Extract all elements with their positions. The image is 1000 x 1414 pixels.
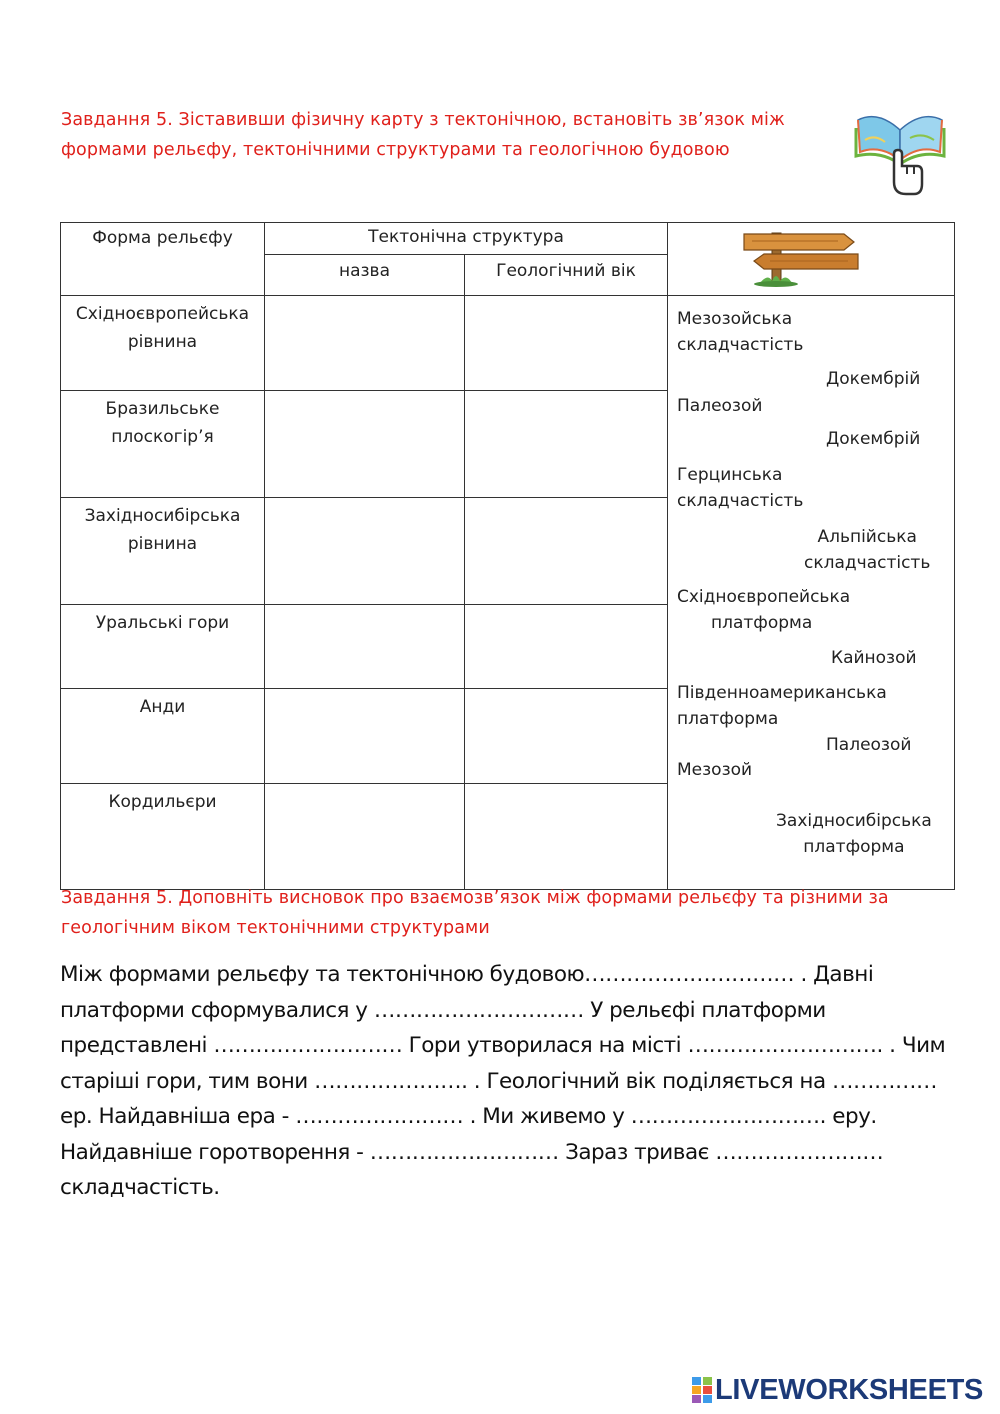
word-bank-item[interactable]: Докембрій <box>826 429 921 449</box>
geologic-age-blank[interactable] <box>465 784 668 890</box>
signpost-cell <box>668 223 955 296</box>
matching-table <box>60 222 955 890</box>
word-bank-item[interactable]: складчастість <box>677 491 804 511</box>
geologic-age-blank[interactable] <box>465 689 668 784</box>
word-bank-item[interactable]: платформа <box>677 709 779 729</box>
tectonic-name-blank[interactable] <box>265 498 465 605</box>
tectonic-name-blank[interactable] <box>265 605 465 689</box>
tectonic-name-blank[interactable] <box>265 391 465 498</box>
relief-name: Анди <box>139 697 186 717</box>
word-bank-item[interactable]: складчастість <box>804 553 931 573</box>
conclusion-text <box>60 957 945 1206</box>
word-bank-item[interactable]: Альпійська <box>817 527 917 547</box>
geologic-age-blank[interactable] <box>465 296 668 391</box>
conclusion-line[interactable]: старіші гори, тим вони …………………. . Геологічний вік поділяється на …………… <box>60 1068 937 1094</box>
word-bank-item[interactable]: Південноамериканська <box>677 683 887 703</box>
liveworksheets-logo <box>692 1374 983 1406</box>
relief-cell <box>61 689 265 784</box>
relief-name: рівнина <box>127 332 198 352</box>
book-pointer-icon <box>850 100 950 200</box>
task-title-line: формами рельєфу, тектонічними структурами та геологічною будовою <box>61 140 730 160</box>
relief-name: плоскогір’я <box>111 427 214 447</box>
task-title-line: геологічним віком тектонічними структурами <box>61 918 490 938</box>
conclusion-line[interactable]: Між формами рельєфу та тектонічною будовою………………………… . Давні <box>60 962 874 987</box>
tectonic-name-blank[interactable] <box>265 296 465 391</box>
word-bank-item[interactable]: Палеозой <box>826 735 912 755</box>
tectonic-name-blank[interactable] <box>265 689 465 784</box>
geologic-age-blank[interactable] <box>465 391 668 498</box>
header-relief: Форма рельєфу <box>61 223 265 296</box>
conclusion-line[interactable]: представлені ……………………… Гори утворилася на місті ………………………. . Чим <box>60 1033 946 1058</box>
header-tectonic: Тектонічна структура <box>265 223 668 255</box>
task-title-line: Завдання 5. Зіставивши фізичну карту з тектонічною, встановіть зв’язок між <box>61 110 785 130</box>
task-title-line: Завдання 5. Доповніть висновок про взаємозв’язок між формами рельєфу та різними за <box>61 888 889 908</box>
word-bank-item[interactable]: Мезозойська <box>677 309 793 329</box>
word-bank-item[interactable]: Мезозой <box>677 760 753 780</box>
header-name: назва <box>265 255 465 296</box>
word-bank-item[interactable]: Герцинська <box>677 465 783 485</box>
relief-name: Уральські гори <box>95 613 230 633</box>
relief-name: Бразильське <box>105 399 220 419</box>
word-bank-item[interactable]: Західносибірська <box>776 811 932 831</box>
relief-name: Кордильєри <box>108 792 217 812</box>
relief-name: Східноєвропейська <box>75 304 250 324</box>
relief-cell <box>61 498 265 605</box>
word-bank-item[interactable]: складчастість <box>677 335 804 355</box>
word-bank-item[interactable]: Докембрій <box>826 369 921 389</box>
relief-name: рівнина <box>127 534 198 554</box>
signpost-icon <box>668 223 955 290</box>
conclusion-line[interactable]: Найдавніше горотворення - ……………………… Зараз триває …………………… <box>60 1139 884 1165</box>
word-bank-item[interactable]: Палеозой <box>677 396 763 416</box>
relief-name: Західносибірська <box>84 506 241 526</box>
conclusion-line[interactable]: платформи сформувалися у ………………………… У рельєфі платформи <box>60 997 826 1023</box>
geologic-age-blank[interactable] <box>465 498 668 605</box>
relief-cell <box>61 784 265 890</box>
relief-cell <box>61 391 265 498</box>
logo-text: LIVEWORKSHEETS <box>715 1373 984 1406</box>
geologic-age-blank[interactable] <box>465 605 668 689</box>
word-bank-item[interactable]: Східноєвропейська <box>677 587 851 607</box>
relief-cell <box>61 605 265 689</box>
word-bank-item[interactable]: платформа <box>803 837 905 857</box>
conclusion-line[interactable]: складчастість. <box>60 1175 220 1200</box>
word-bank-item[interactable]: Кайнозой <box>831 648 917 668</box>
task-title <box>61 883 889 943</box>
task-title <box>61 105 785 165</box>
conclusion-line[interactable]: ер. Найдавніша ера - …………………… . Ми живемо у ………………………. еру. <box>60 1104 877 1129</box>
tectonic-name-blank[interactable] <box>265 784 465 890</box>
relief-cell <box>61 296 265 391</box>
logo-blocks-icon <box>692 1377 712 1403</box>
word-bank <box>668 296 955 890</box>
header-age: Геологічний вік <box>465 255 668 296</box>
word-bank-item[interactable]: платформа <box>711 613 813 633</box>
